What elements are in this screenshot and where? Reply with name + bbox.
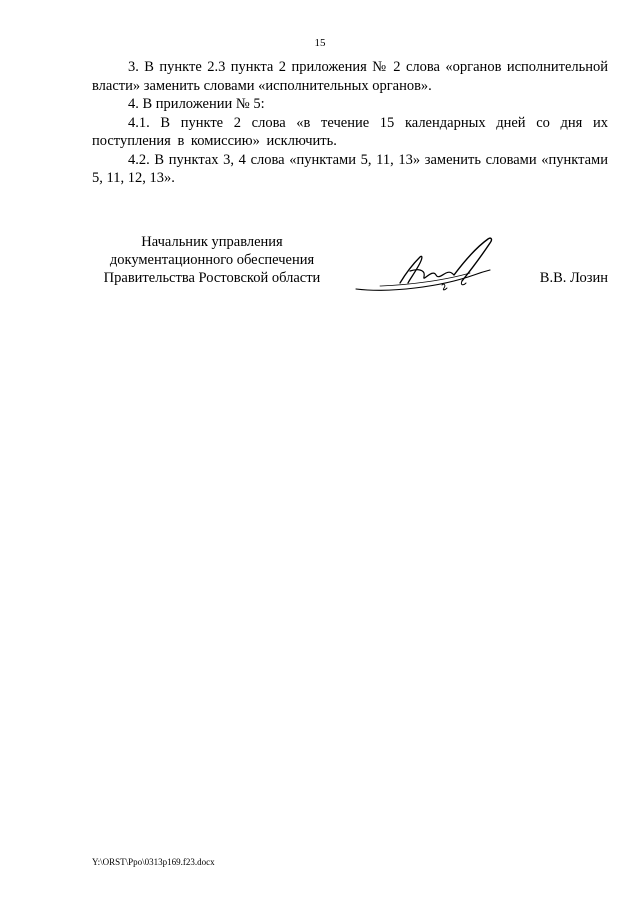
signature-block [92, 233, 608, 303]
handwritten-signature [350, 233, 510, 303]
paragraph-item-4-1: 4.1. В пункте 2 слова «в течение 15 календарных дней со дня их поступления в комиссию» исключить. [92, 114, 608, 149]
paragraph-item-3: 3. В пункте 2.3 пункта 2 приложения № 2 слова «органов исполнительной власти» заменить словами «исполнительных органов». [92, 59, 608, 94]
page-number: 15 [314, 37, 326, 49]
paragraph-item-4-2: 4.2. В пунктах 3, 4 слова «пунктами 5, 11, 13» заменить словами «пунктами 5, 11, 12, 13». [92, 151, 608, 186]
signatory-title-line: Правительства Ростовской области [103, 270, 321, 286]
footer-file-path: Y:\ORST\Ppo\0313p169.f23.docx [92, 857, 215, 867]
signatory-title-line: документационного обеспечения [109, 252, 315, 268]
paragraph-item-4: 4. В приложении № 5: [128, 96, 265, 112]
signatory-title-line: Начальник управления [141, 234, 283, 250]
signatory-title [92, 233, 332, 287]
document-body [92, 58, 608, 188]
signatory-name: В.В. Лозин [539, 270, 608, 286]
